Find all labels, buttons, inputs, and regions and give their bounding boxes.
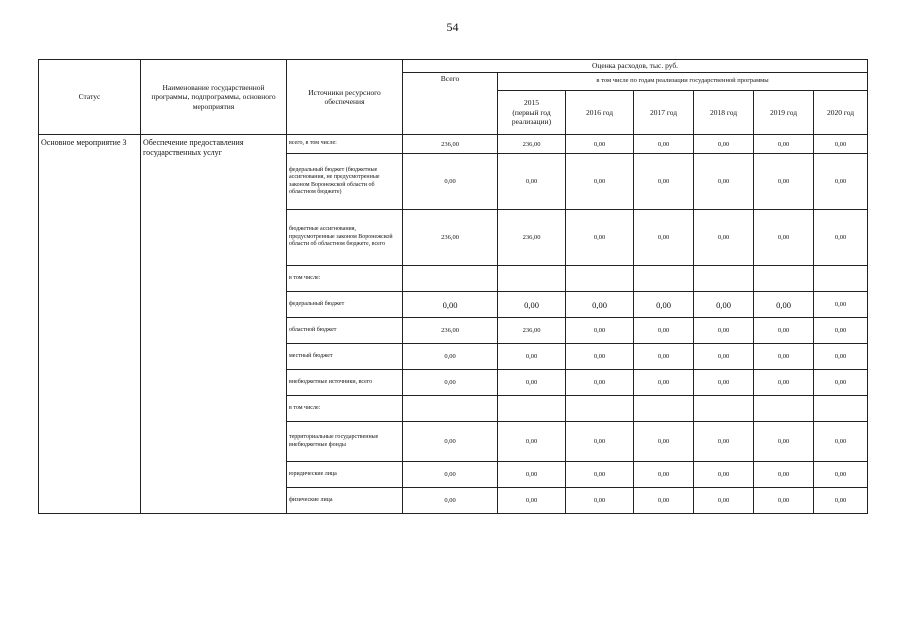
value-cell: 0,00 (814, 462, 868, 488)
value-cell: 0,00 (754, 422, 814, 462)
value-cell: 236,00 (498, 210, 566, 266)
table-row (39, 135, 868, 154)
value-cell (403, 396, 498, 422)
value-cell: 0,00 (814, 422, 868, 462)
value-cell: 0,00 (694, 488, 754, 514)
value-cell: 0,00 (403, 370, 498, 396)
section-name: Обеспечение предоставления государственных услуг (141, 135, 287, 514)
year-header: 2017 год (634, 91, 694, 135)
value-cell: 0,00 (634, 370, 694, 396)
value-cell: 0,00 (754, 210, 814, 266)
value-cell: 0,00 (403, 422, 498, 462)
source-cell: юридические лица (287, 462, 403, 488)
value-cell: 0,00 (814, 135, 868, 154)
value-cell: 0,00 (634, 422, 694, 462)
value-cell: 0,00 (694, 154, 754, 210)
value-cell (694, 396, 754, 422)
value-cell (694, 266, 754, 292)
value-cell: 0,00 (566, 318, 634, 344)
value-cell: 0,00 (566, 370, 634, 396)
value-cell: 0,00 (634, 488, 694, 514)
value-cell: 0,00 (634, 292, 694, 318)
value-cell (754, 266, 814, 292)
value-cell: 0,00 (754, 292, 814, 318)
page-number: 54 (446, 20, 459, 34)
value-cell: 0,00 (754, 135, 814, 154)
value-cell: 0,00 (403, 154, 498, 210)
value-cell: 0,00 (754, 488, 814, 514)
value-cell: 0,00 (634, 154, 694, 210)
value-cell: 0,00 (566, 344, 634, 370)
value-cell: 0,00 (566, 154, 634, 210)
value-cell (754, 396, 814, 422)
value-cell: 0,00 (566, 292, 634, 318)
value-cell: 0,00 (814, 344, 868, 370)
value-cell: 236,00 (498, 135, 566, 154)
value-cell (566, 266, 634, 292)
value-cell: 0,00 (498, 344, 566, 370)
value-cell: 0,00 (634, 135, 694, 154)
source-cell: физические лица (287, 488, 403, 514)
value-cell: 0,00 (403, 344, 498, 370)
value-cell: 0,00 (694, 210, 754, 266)
value-cell (814, 266, 868, 292)
value-cell: 236,00 (403, 135, 498, 154)
year-header: 2019 год (754, 91, 814, 135)
value-cell: 0,00 (498, 422, 566, 462)
value-cell: 0,00 (814, 370, 868, 396)
source-cell: местный бюджет (287, 344, 403, 370)
budget-table (38, 59, 868, 514)
value-cell: 0,00 (814, 318, 868, 344)
value-cell: 0,00 (694, 318, 754, 344)
value-cell: 0,00 (694, 292, 754, 318)
source-cell: в том числе: (287, 396, 403, 422)
source-cell: бюджетные ассигнования, предусмотренные законом Воронежской области об областном бюджете, всего (287, 210, 403, 266)
source-cell: внебюджетные источники, всего (287, 370, 403, 396)
source-cell: федеральный бюджет (бюджетные ассигнования, не предусмотренные законом Воронежской области об областном бюджете) (287, 154, 403, 210)
section-status: Основное мероприятие 3 (39, 135, 141, 514)
source-cell: федеральный бюджет (287, 292, 403, 318)
value-cell (403, 266, 498, 292)
value-cell (634, 266, 694, 292)
value-cell: 0,00 (498, 462, 566, 488)
source-cell: в том числе: (287, 266, 403, 292)
status-header: Статус (39, 60, 141, 135)
total-header: Всего (403, 73, 498, 135)
value-cell: 0,00 (634, 210, 694, 266)
value-cell: 0,00 (498, 154, 566, 210)
by-years-header: в том числе по годам реализации государственной программы (498, 73, 868, 91)
estimate-header: Оценка расходов, тыс. руб. (403, 60, 868, 73)
value-cell: 0,00 (403, 488, 498, 514)
value-cell (566, 396, 634, 422)
header-row-1 (39, 60, 868, 73)
value-cell: 0,00 (754, 318, 814, 344)
value-cell (814, 396, 868, 422)
value-cell: 0,00 (634, 344, 694, 370)
value-cell: 0,00 (694, 422, 754, 462)
value-cell: 0,00 (754, 370, 814, 396)
value-cell: 236,00 (403, 318, 498, 344)
year-header: 2016 год (566, 91, 634, 135)
value-cell: 0,00 (403, 292, 498, 318)
value-cell: 0,00 (694, 370, 754, 396)
value-cell: 0,00 (566, 210, 634, 266)
value-cell: 0,00 (694, 462, 754, 488)
value-cell: 0,00 (694, 135, 754, 154)
source-cell: территориальные государственные внебюджетные фонды (287, 422, 403, 462)
value-cell: 0,00 (403, 462, 498, 488)
source-cell: областной бюджет (287, 318, 403, 344)
value-cell: 0,00 (566, 488, 634, 514)
value-cell (498, 266, 566, 292)
value-cell: 0,00 (566, 422, 634, 462)
value-cell: 0,00 (634, 462, 694, 488)
year-header: 2015 (первый год реализации) (498, 91, 566, 135)
value-cell (498, 396, 566, 422)
value-cell: 0,00 (566, 135, 634, 154)
value-cell: 0,00 (754, 344, 814, 370)
value-cell: 0,00 (814, 292, 868, 318)
value-cell: 0,00 (814, 488, 868, 514)
value-cell: 0,00 (498, 292, 566, 318)
value-cell: 236,00 (403, 210, 498, 266)
source-cell: всего, в том числе: (287, 135, 403, 154)
value-cell: 0,00 (566, 462, 634, 488)
value-cell: 0,00 (498, 370, 566, 396)
value-cell: 0,00 (694, 344, 754, 370)
value-cell: 0,00 (498, 488, 566, 514)
value-cell: 0,00 (814, 154, 868, 210)
name-header: Наименование государственной программы, подпрограммы, основного мероприятия (141, 60, 287, 135)
value-cell: 0,00 (814, 210, 868, 266)
value-cell (634, 396, 694, 422)
value-cell: 236,00 (498, 318, 566, 344)
value-cell: 0,00 (754, 154, 814, 210)
sources-header: Источники ресурсного обеспечения (287, 60, 403, 135)
value-cell: 0,00 (634, 318, 694, 344)
year-header: 2020 год (814, 91, 868, 135)
value-cell: 0,00 (754, 462, 814, 488)
year-header: 2018 год (694, 91, 754, 135)
